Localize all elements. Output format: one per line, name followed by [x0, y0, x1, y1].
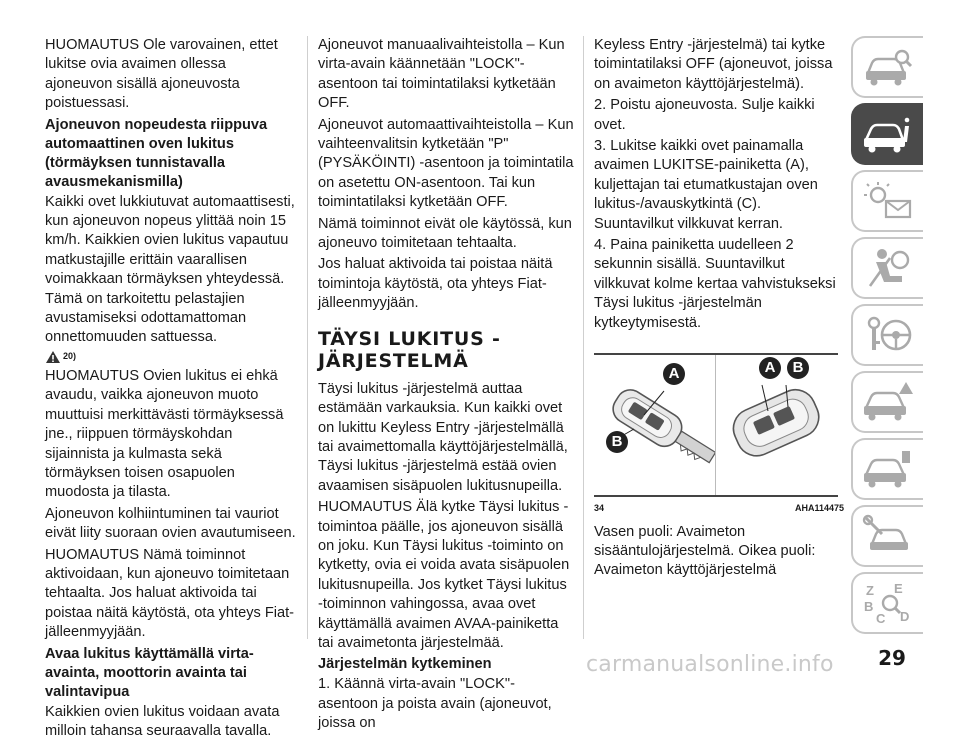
heading-speed-lock: Ajoneuvon nopeudesta riippuva automaattinen oven lukitus (törmäyksen tunnistavalla avausmekanismilla) [45, 116, 268, 190]
note-factory-activation: HUOMAUTUS Nämä toiminnot aktivoidaan, kun ajoneuvo toimitetaan tehtaalta. Jos haluat aktivoida tai poistaa näitä käytöstä, ota yhteys Fiat-jälleenmyyjään. [45, 546, 295, 641]
chapter-tab-technical[interactable] [851, 505, 923, 567]
paragraph-automatic-transmission: Ajoneuvot automaattivaihteistolla – Kun vaihteenvalitsin kytketään "P" (PYSÄKÖINTI) -asentoon ja toimintatila on asetettu ON-asentoon. Tai kun toimintatilaksi kytketään OFF. [318, 116, 574, 211]
paragraph-damage: Ajoneuvon kolhiintuminen tai vauriot eivät liity suoraan ovien avautumiseen. [45, 505, 296, 542]
chapter-tab-maintenance[interactable] [851, 438, 923, 500]
chapter-tab-overview[interactable] [851, 36, 923, 98]
chapter-tab-instruments[interactable] [851, 170, 923, 232]
label-a-right: A [759, 357, 781, 379]
paragraph-factory-disabled: Nämä toiminnot eivät ole käytössä, kun ajoneuvo toimitetaan tehtaalta. [318, 215, 572, 252]
paragraph-full-lock-intro: Täysi lukitus -järjestelmä auttaa estämään varkauksia. Kun kaikki ovet on lukittu Keyless Entry -järjestelmällä tai avaimettomalla käyttöjärjestelmällä, Täysi lukitus -järjestelmä estää ovien avaamisen sisäpuolen lukitusnupeilla. [318, 380, 568, 494]
warning-number: 20) [63, 351, 77, 362]
heading-unlock: Avaa lukitus käyttämällä virta-avainta, moottorin avainta tai valintavipua [45, 645, 254, 700]
label-b-right: B [787, 357, 809, 379]
column-right [594, 36, 844, 583]
figure-caption-bar [594, 499, 844, 518]
step-4: 4. Paina painiketta uudelleen 2 sekunnin sisällä. Suuntavilkut vilkkuvat kolme kertaa vahvistukseksi Täysi lukitus -järjestelmän kytkeytymisestä. [594, 237, 836, 331]
svg-text:B: B [864, 599, 874, 614]
chapter-tab-safety[interactable] [851, 237, 923, 299]
section-title-full-lock: TÄYSI LUKITUS -JÄRJESTELMÄ [318, 327, 501, 372]
figure-number: 34 [594, 503, 605, 514]
warning-triangle-icon [45, 350, 61, 364]
column-divider-1 [307, 36, 308, 639]
note-keys-inside: HUOMAUTUS Ole varovainen, ettet lukitse ovia avaimen ollessa ajoneuvon sisällä ajoneuvosta poistuessasi. [45, 37, 278, 112]
chapter-tab-index[interactable] [851, 572, 923, 634]
paragraph-speed-lock: Kaikki ovet lukkiutuvat automaattisesti, kun ajoneuvon nopeus ylittää noin 15 km/h. Kaikkien ovien lukitus vapautuu matkustajille erittäin vaarallisen voimakkaan törmäyksen yhteydessä. Tämä on tarkoitettu pelastajien avustamiseksi odottamattoman onnettomuuden sattuessa. [45, 193, 295, 346]
step-1-continued: Keyless Entry -järjestelmä) tai kytke toimintatilaksi OFF (ajoneuvot, joissa on avaimeton käyttöjärjestelmä). [594, 37, 833, 92]
column-divider-2 [583, 36, 584, 639]
watermark: carmanualsonline.info [586, 652, 834, 677]
dashboard-lights-message-icon [862, 179, 914, 223]
car-service-icon [862, 447, 914, 491]
keyless-entry-key-illustration [594, 355, 715, 495]
car-info-icon [862, 112, 914, 156]
figure-code: AHA114475 [794, 503, 844, 514]
column-middle [318, 36, 574, 736]
chapter-tab-starting-driving[interactable] [851, 304, 923, 366]
svg-text:Z: Z [866, 583, 874, 598]
note-full-lock-warning: HUOMAUTUS Älä kytke Täysi lukitus -toimintoa päälle, jos ajoneuvon sisällä on joku. Kun Täysi lukitus -toiminto on kytketty, ovia ei voida avata sisäpuolen lukitusnupeilla. Jos kytket Täysi lukitus -toiminnon vahingossa, avaa ovet käyttämällä avaimen AVAA-painiketta tai avaimetonta järjestelmää. [318, 499, 570, 651]
index-alphabet-icon [862, 581, 914, 625]
svg-text:D: D [900, 609, 910, 624]
step-2: 2. Poistu ajoneuvosta. Sulje kaikki ovet. [594, 97, 815, 133]
chapter-tab-emergency[interactable] [851, 371, 923, 433]
paragraph-contact-dealer: Jos haluat aktivoida tai poistaa näitä toimintoja käytöstä, ota yhteys Fiat-jälleenmyyjään. [318, 256, 553, 312]
paragraph-manual-transmission: Ajoneuvot manuaalivaihteistolla – Kun virta-avain käännetään "LOCK"-asentoon tai toimintatilaksi kytketään OFF. [318, 37, 565, 112]
key-figure [594, 353, 838, 497]
step-1: 1. Käännä virta-avain "LOCK"-asentoon ja poista avain (ajoneuvot, joissa on [318, 676, 552, 732]
car-magnifier-icon [862, 45, 914, 89]
chapter-sidebar [851, 36, 923, 639]
label-a-left: A [663, 363, 685, 385]
chapter-tab-getting-to-know[interactable] [851, 103, 923, 165]
note-collision: HUOMAUTUS Ovien lukitus ei ehkä avaudu, vaikka ajoneuvon muoto muuttuisi merkittävästi törmäyksessä jne., riippuen törmäyskohdan sijainnista ja kulmasta sekä törmäyksen toisen osapuolen muodosta ja tilasta. [45, 367, 284, 501]
warning-reference [45, 350, 297, 364]
heading-system-activation: Järjestelmän kytkeminen [318, 656, 492, 673]
car-emergency-icon [862, 380, 914, 424]
svg-text:C: C [876, 611, 886, 625]
step-3: 3. Lukitse kaikki ovet painamalla avaimen LUKITSE-painiketta (A), kuljettajan tai etumatkustajan oven lukitus-/avauskytkintä (C). Suuntavilkut vilkkuvat kerran. [594, 138, 818, 232]
label-b-left: B [606, 431, 628, 453]
svg-text:E: E [894, 581, 903, 596]
figure-caption: Vasen puoli: Avaimeton sisääntulojärjestelmä. Oikea puoli: Avaimeton käyttöjärjestelmä [594, 523, 816, 579]
airbag-seat-icon [862, 246, 914, 290]
page-number: 29 [878, 646, 906, 670]
column-left [45, 36, 297, 743]
paragraph-unlock: Kaikkien ovien lukitus voidaan avata milloin tahansa seuraavalla tavalla. [45, 703, 280, 739]
key-steering-wheel-icon [862, 313, 914, 357]
wrench-car-icon [862, 514, 914, 558]
